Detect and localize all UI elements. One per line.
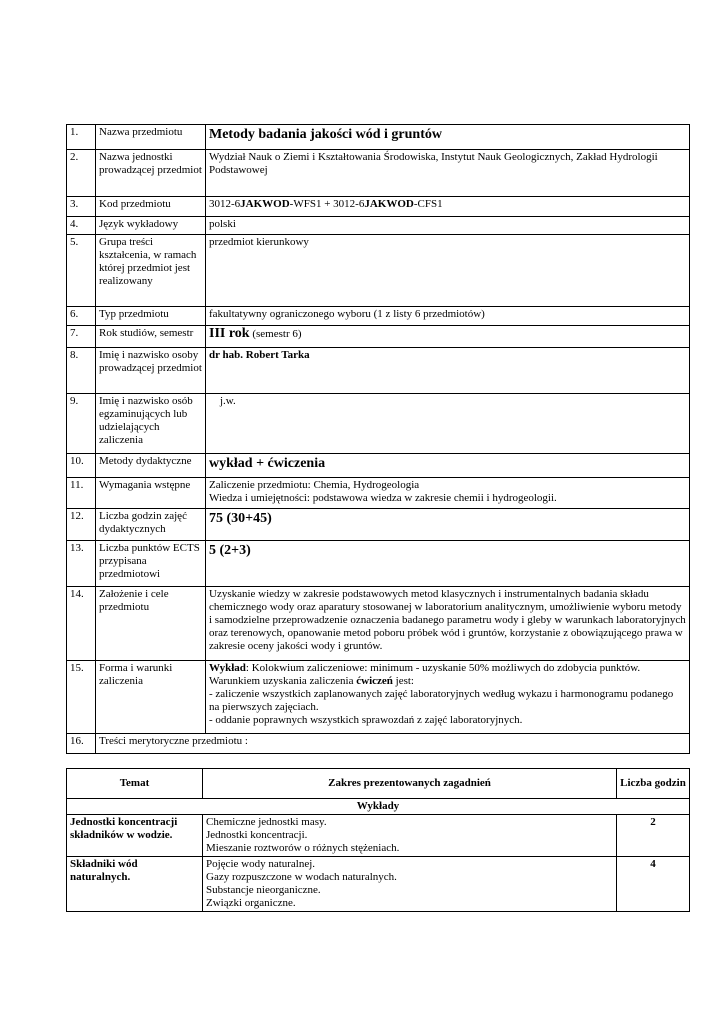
code-part: 3012-6 [209,198,241,210]
row-number: 12. [67,509,96,541]
row-number: 16. [67,734,96,754]
row-label: Nazwa jednostki prowadzącej przedmiot [96,150,206,197]
exercise-label: ćwiczeń [356,675,393,687]
semester-value: (semestr 6) [252,328,302,340]
exercise-pre: Warunkiem uzyskania zaliczenia [209,675,357,687]
row-value: fakultatywny ograniczonego wyboru (1 z listy 6 przedmiotów) [206,307,690,326]
row-label: Założenie i cele przedmiotu [96,587,206,661]
table-row [67,150,690,197]
table-row [67,235,690,307]
topic-scope [203,857,617,912]
row-number: 11. [67,478,96,509]
scope-line: Mieszanie roztworów o różnych stężeniach. [206,842,400,854]
header-scope: Zakres prezentowanych zagadnień [203,769,617,799]
row-value: Wydział Nauk o Ziemi i Kształtowania Środowiska, Instytut Nauk Geologicznych, Zakład Hydrologii Podstawowej [206,150,690,197]
code-part: -WFS1 + 3012-6 [289,198,365,210]
course-info-table [66,124,690,754]
row-label: Imię i nazwisko osób egzaminujących lub udzielających zaliczenia [96,394,206,454]
row-number: 15. [67,661,96,734]
table-row [67,348,690,394]
topic-hours: 4 [617,857,690,912]
study-year [206,326,690,348]
scope-line: Gazy rozpuszczone w wodach naturalnych. [206,871,397,883]
prerequisites [206,478,690,509]
topic-title: Składniki wód naturalnych. [67,857,203,912]
table-row [67,197,690,217]
exercise-post: jest: [392,675,414,687]
row-number: 6. [67,307,96,326]
table-row [67,307,690,326]
row-number: 13. [67,541,96,587]
row-number: 14. [67,587,96,661]
row-label: Język wykładowy [96,217,206,235]
row-number: 5. [67,235,96,307]
condition-item: - zaliczenie wszystkich zaplanowanych zajęć laboratoryjnych według wykazu i harmonogramu podanego na pierwszych zajęciach. [209,688,674,713]
row-label: Forma i warunki zaliczenia [96,661,206,734]
topics-table [66,768,690,912]
row-number: 10. [67,454,96,478]
table-row [67,857,690,912]
row-number: 1. [67,125,96,150]
code-bold: JAKWOD [240,198,290,210]
course-code [206,197,690,217]
row-label: Typ przedmiotu [96,307,206,326]
lecture-condition [209,662,686,675]
section-title: Wykłady [67,799,690,815]
lecture-label: Wykład [209,662,246,674]
condition-item: - oddanie poprawnych wszystkich sprawozdań z zajęć laboratoryjnych. [209,714,523,726]
prerequisites-line: Wiedza i umiejętności: podstawowa wiedza w zakresie chemii i hydrogeologii. [209,492,557,504]
row-number: 7. [67,326,96,348]
row-label: Imię i nazwisko osoby prowadzącej przedmiot [96,348,206,394]
scope-line: Jednostki koncentracji. [206,829,308,841]
table-row [67,541,690,587]
row-label: Kod przedmiotu [96,197,206,217]
row-label: Wymagania wstępne [96,478,206,509]
row-label: Nazwa przedmiotu [96,125,206,150]
row-number: 2. [67,150,96,197]
table-row [67,587,690,661]
code-part: -CFS1 [413,198,443,210]
topic-title: Jednostki koncentracji składników w wodzie. [67,815,203,857]
scope-line: Chemiczne jednostki masy. [206,816,327,828]
year-value: III rok [209,326,250,341]
course-title: Metody badania jakości wód i gruntów [206,125,690,150]
table-row [67,326,690,348]
row-label: Treści merytoryczne przedmiotu : [96,734,690,754]
assessment-conditions [206,661,690,734]
code-bold: JAKWOD [364,198,414,210]
row-label: Liczba godzin zajęć dydaktycznych [96,509,206,541]
header-topic: Temat [67,769,203,799]
table-row [67,509,690,541]
row-number: 3. [67,197,96,217]
topics-header-row [67,769,690,799]
row-label: Grupa treści kształcenia, w ramach której przedmiot jest realizowany [96,235,206,307]
table-row [67,734,690,754]
row-value: polski [206,217,690,235]
topic-hours: 2 [617,815,690,857]
row-number: 9. [67,394,96,454]
row-label: Rok studiów, semestr [96,326,206,348]
course-goals: Uzyskanie wiedzy w zakresie podstawowych metod klasycznych i instrumentalnych badania składu chemicznego wody oraz aparatury stosowanej w laboratorium analitycznym, umożliwienie wyboru metody i samodzielne przeprowadzenie oznaczenia badanego parametru wody i gleby w warunkach laboratoryjnych oraz terenowych, opanowanie metod poboru próbek wód i gruntów, korzystanie z obowiązującego prawa w zakresie oceny jakości wody i gruntów. [206,587,690,661]
exercise-condition [209,675,686,688]
table-row [67,815,690,857]
row-value: przedmiot kierunkowy [206,235,690,307]
row-number: 4. [67,217,96,235]
table-row [67,217,690,235]
table-row [67,454,690,478]
teaching-methods: wykład + ćwiczenia [206,454,690,478]
scope-line: Związki organiczne. [206,897,296,909]
ects-points: 5 (2+3) [206,541,690,587]
section-row [67,799,690,815]
table-row [67,125,690,150]
row-label: Metody dydaktyczne [96,454,206,478]
topic-scope [203,815,617,857]
lecturer-name: dr hab. Robert Tarka [206,348,690,394]
header-hours: Liczba godzin [617,769,690,799]
prerequisites-line: Zaliczenie przedmiotu: Chemia, Hydrogeologia [209,479,420,491]
row-value: j.w. [206,394,690,454]
hours-total: 75 (30+45) [206,509,690,541]
table-row [67,661,690,734]
row-label: Liczba punktów ECTS przypisana przedmiotowi [96,541,206,587]
row-number: 8. [67,348,96,394]
scope-line: Pojęcie wody naturalnej. [206,858,316,870]
table-row [67,394,690,454]
table-row [67,478,690,509]
lecture-text: : Kolokwium zaliczeniowe: minimum - uzyskanie 50% możliwych do zdobycia punktów. [245,662,641,674]
scope-line: Substancje nieorganiczne. [206,884,321,896]
